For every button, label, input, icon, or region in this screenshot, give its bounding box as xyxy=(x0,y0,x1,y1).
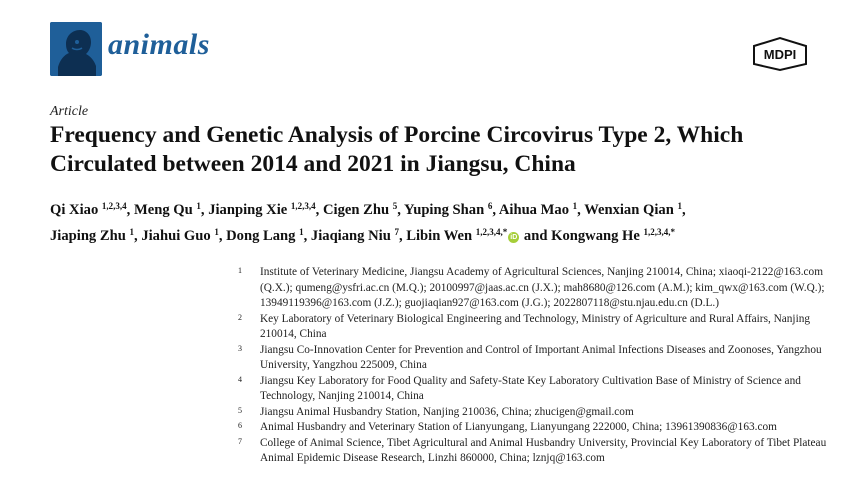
author[interactable] xyxy=(323,202,397,218)
author[interactable] xyxy=(406,228,520,244)
author-name: Meng Qu xyxy=(133,202,193,218)
affiliation-item xyxy=(238,312,828,343)
author-affiliation-sup: 1,2,3,4,* xyxy=(475,227,508,237)
affiliation-text: Jiangsu Co-Innovation Center for Prevention and Control of Important Animal Infections Diseases and Zoonoses, Yangzhou University, Yangzhou 225009, China xyxy=(260,343,822,371)
author-name: Jiaqiang Niu xyxy=(310,228,391,244)
author-separator: , xyxy=(577,202,585,218)
author-separator: and xyxy=(520,228,552,244)
author-affiliation-sup: 7 xyxy=(394,227,399,237)
author-separator: , xyxy=(218,228,227,244)
chimpanzee-logo-icon xyxy=(50,22,102,76)
author-separator: , xyxy=(398,228,407,244)
affiliation-item xyxy=(238,343,828,374)
affiliation-number: 2 xyxy=(238,312,242,322)
affiliation-number: 6 xyxy=(238,421,242,430)
affiliation-item xyxy=(238,374,828,405)
author-name: Wenxian Qian xyxy=(584,202,674,218)
author-name: Cigen Zhu xyxy=(322,202,390,218)
author-name: Jiaping Zhu xyxy=(50,228,126,244)
author-name: Aihua Mao xyxy=(498,202,569,218)
author[interactable] xyxy=(50,228,134,244)
author-list xyxy=(50,195,840,247)
author[interactable] xyxy=(551,228,675,244)
article-title: Frequency and Genetic Analysis of Porcine Circovirus Type 2, Which Circulated between 2014 and 2021 in Jiangsu, China xyxy=(50,122,744,177)
affiliation-text: Jiangsu Key Laboratory for Food Quality and Safety-State Key Laboratory Cultivation Base of Ministry of Science and Technology, Nanjing 210014, China xyxy=(260,374,801,402)
mdpi-logo[interactable] xyxy=(750,36,810,72)
affiliation-number: 5 xyxy=(238,405,242,415)
author-separator: , xyxy=(315,202,323,218)
author-affiliation-sup: 1,2,3,4,* xyxy=(643,227,676,237)
author-separator: , xyxy=(200,202,209,218)
affiliation-number: 1 xyxy=(238,266,242,275)
author-name: Jiahui Guo xyxy=(141,228,211,244)
affiliation-number: 3 xyxy=(238,343,242,353)
author[interactable] xyxy=(404,202,492,218)
journal-name[interactable]: animals xyxy=(108,28,210,61)
author-affiliation-sup: 1,2,3,4 xyxy=(290,201,316,211)
affiliation-text: Institute of Veterinary Medicine, Jiangsu Academy of Agricultural Sciences, Nanjing 210014, China; xiaoqi-2122@163.com (Q.X.); qumeng@ysfri.ac.cn (M.Q.); 20100997@jaas.ac.cn (J.X.); mah8680@126.com (A.M.); kim_qwx@163.com (W.Q.); 13949119396@163.com (J.Z.); guojiaqian927@163.com (J.G.); 2022807118@stu.njau.edu.cn (D.L.) xyxy=(260,266,825,309)
affiliation-text: Jiangsu Animal Husbandry Station, Nanjing 210036, China; zhucigen@gmail.com xyxy=(260,405,634,418)
affiliation-text: Animal Husbandry and Veterinary Station of Lianyungang, Lianyungang 222000, China; 13961390836@163.com xyxy=(260,421,777,433)
author-affiliation-sup: 1 xyxy=(196,201,201,211)
author-affiliation-sup: 1 xyxy=(572,201,578,211)
affiliation-number: 7 xyxy=(238,436,242,446)
author-separator: , xyxy=(126,202,134,218)
affiliation-item xyxy=(238,405,828,421)
author[interactable] xyxy=(499,202,577,218)
affiliation-item xyxy=(238,265,828,312)
affiliation-item xyxy=(238,436,828,467)
author-separator: , xyxy=(134,228,142,244)
author[interactable] xyxy=(141,228,219,244)
affiliations-list xyxy=(238,265,828,467)
journal-header xyxy=(0,0,865,90)
author-name: Jianping Xie xyxy=(208,202,288,218)
affiliation-number: 4 xyxy=(238,374,242,384)
affiliation-item xyxy=(238,420,828,436)
author[interactable] xyxy=(208,202,315,218)
affiliation-text: College of Animal Science, Tibet Agricultural and Animal Husbandry University, Provincial Key Laboratory of Tibet Plateau Animal Epidemic Disease Research, Linzhi 860000, China; lznjq@163.com xyxy=(260,436,827,464)
author-separator: , xyxy=(492,202,499,218)
author-separator: , xyxy=(681,202,686,218)
author-affiliation-sup: 1 xyxy=(214,227,219,237)
article-type: Article xyxy=(50,104,89,119)
author-name: Dong Lang xyxy=(226,228,296,244)
author-affiliation-sup: 1,2,3,4 xyxy=(101,201,127,211)
author[interactable] xyxy=(134,202,201,218)
author-affiliation-sup: 1 xyxy=(129,227,135,237)
author-name: Qi Xiao xyxy=(50,202,99,218)
affiliation-text: Key Laboratory of Veterinary Biological Engineering and Technology, Ministry of Agriculture and Rural Affairs, Nanjing 210014, China xyxy=(260,312,811,340)
author-affiliation-sup: 1 xyxy=(677,201,682,211)
author[interactable] xyxy=(311,228,399,244)
author-affiliation-sup: 5 xyxy=(392,201,398,211)
publisher-name: MDPI xyxy=(763,47,797,62)
author-affiliation-sup: 6 xyxy=(487,201,493,211)
author-name: Libin Wen xyxy=(406,228,473,244)
author[interactable] xyxy=(50,202,127,218)
author-name: Kongwang He xyxy=(551,228,640,244)
author-separator: , xyxy=(303,228,311,244)
author-name: Yuping Shan xyxy=(404,202,485,218)
orcid-icon[interactable]: iD xyxy=(510,234,518,241)
author[interactable] xyxy=(226,228,304,244)
author-affiliation-sup: 1 xyxy=(299,227,304,237)
author-separator: , xyxy=(397,202,404,218)
author[interactable] xyxy=(584,202,682,218)
